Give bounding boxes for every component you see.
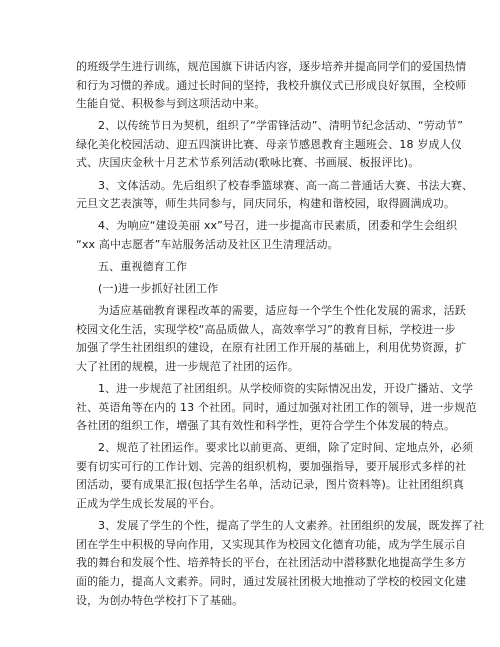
subsection-heading (76, 280, 431, 299)
heading-text: (一)进一步抓好社团工作 (98, 282, 219, 296)
text-line: 面的能力，提高人文素养。同时，通过发展社团极大地推动了学校的校园文化建 (76, 574, 467, 588)
text-line: 式、庆国庆金秋十月艺术节系列活动(歌咏比赛、书画展、板报评比)。 (76, 156, 420, 170)
text-line: 校园文化生活，实现学校“高品质做人，高效率学习”的教育目标，学校进一步 (76, 322, 456, 336)
paragraph-sports-activities (76, 177, 474, 214)
paragraph-club-operation (76, 439, 474, 513)
paragraph-student-development (76, 517, 485, 610)
text-line: “xx 高中志愿者”车站服务活动及社区卫生清理活动。 (76, 237, 339, 251)
text-line: 3、发展了学生的个性，提高了学生的人文素养。社团组织的发展，既发挥了社 (98, 519, 485, 533)
paragraph-club-organization (76, 380, 477, 436)
document-body (76, 58, 485, 610)
paragraph-volunteer-activities (76, 217, 458, 254)
text-line: 团活动，要有成果汇报(包括学生名单，活动记录，图片资料等)。让社团组织真 (76, 478, 464, 492)
text-line: 4、为响应“建设美丽 xx”号召，进一步提高市民素质，团委和学生会组织 (98, 219, 458, 233)
text-line: 社、英语角等在内的 13 个社团。同时，通过加强对社团工作的领导，进一步规范 (76, 400, 477, 414)
text-line: 为适应基础教育课程改革的需要，适应每一个学生个性化发展的需求，活跃 (98, 304, 466, 318)
text-line: 的班级学生进行训练，规范国旗下讲话内容，逐步培养并提高同学们的爱国热情 (76, 60, 467, 73)
text-line: 大了社团的规模，进一步规范了社团的运作。 (76, 359, 299, 373)
text-line: 2、规范了社团运作。要求比以前更高、更细，除了定时间、定地点外，必须 (98, 441, 474, 455)
paragraph-club-intro (76, 302, 467, 376)
text-line: 各社团的组织工作，增强了其有效性和科学性，更符合学生个体发展的特点。 (76, 419, 456, 433)
section-heading (76, 258, 431, 277)
text-line: 元旦文艺表演等，师生共同参与，同庆同乐，构建和谐校园，取得圆满成功。 (76, 197, 456, 211)
paragraph-traditional-festivals (76, 117, 464, 173)
text-line: 设，为创办特色学校打下了基础。 (76, 593, 244, 607)
text-line: 我的舞台和发展个性、培养特长的平台，在社团活动中潜移默化地提高学生多方 (76, 556, 467, 570)
text-line: 2、以传统节日为契机，组织了“学雷锋活动”、清明节纪念活动、“劳动节” (98, 119, 464, 133)
text-line: 1、进一步规范了社团组织。从学校师资的实际情况出发，开设广播站、文学 (98, 382, 474, 395)
text-line: 加强了学生社团组织的建设，在原有社团工作开展的基础上，利用优势资源，扩 (76, 341, 467, 355)
text-line: 正成为学生成长发展的平台。 (76, 497, 221, 511)
text-line: 和行为习惯的养成。通过长时间的坚持，我校升旗仪式已形成良好氛围，全校师 (76, 78, 467, 92)
text-line: 团在学生中积极的导向作用，又实现其作为校园文化德育功能，成为学生展示自 (76, 537, 467, 551)
text-line: 要有切实可行的工作计划、完善的组织机构，要加强指导，要开展形式多样的社 (76, 459, 467, 473)
paragraph-continuation (76, 58, 467, 114)
text-line: 3、文体活动。先后组织了校春季篮球赛、高一高二普通话大赛、书法大赛、 (98, 178, 474, 192)
text-line: 生能自觉、积极参与到这项活动中来。 (76, 97, 266, 111)
text-line: 绿化美化校园活动、迎五四演讲比赛、母亲节感恩教育主题班会、18 岁成人仪 (76, 137, 462, 151)
heading-text: 五、重视德育工作 (98, 259, 188, 273)
